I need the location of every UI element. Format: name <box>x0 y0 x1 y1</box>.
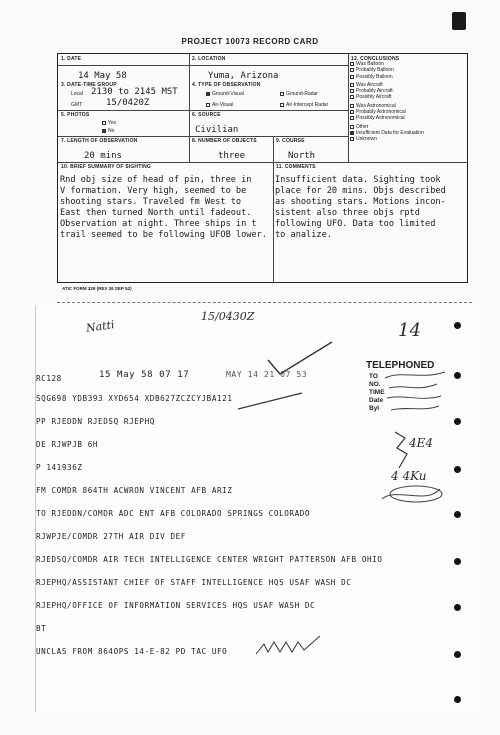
checkbox-icon <box>102 129 106 133</box>
grid-line <box>58 110 348 111</box>
grid-line <box>348 54 349 162</box>
checkbox-icon <box>350 125 354 129</box>
teletype-line: PP RJEDDN RJEDSQ RJEPHQ <box>36 417 155 426</box>
comments-label: 11. COMMENTS <box>276 164 316 170</box>
source-label: 6. SOURCE <box>192 112 221 118</box>
checkbox-icon <box>206 92 210 96</box>
teletype-line: RJWPJE/COMDR 27TH AIR DIV DEF <box>36 532 186 541</box>
tear-line <box>57 302 472 303</box>
teletype-line: RJEDSQ/COMDR AIR TECH INTELLIGENCE CENTER WRIGHT PATTERSON AFB OHIO <box>36 555 383 564</box>
punch-hole <box>454 511 461 518</box>
checkbox-icon <box>206 103 210 107</box>
photos-label: 5. PHOTOS <box>61 112 90 118</box>
teletype-line: TO RJEDDN/COMDR ADC ENT AFB COLORADO SPRINGS COLORADO <box>36 509 311 518</box>
source-value: Civilian <box>195 125 239 135</box>
conclusion-item: Possibly Balloon <box>350 74 468 80</box>
punch-hole <box>454 466 461 473</box>
conclusion-item: Was Astronomical <box>350 103 468 109</box>
date-label: 1. DATE <box>61 56 82 62</box>
margin-bracket-icon <box>391 428 434 473</box>
punch-hole <box>454 418 461 425</box>
conclusion-item: Unknown <box>350 136 468 142</box>
punch-hole <box>454 696 461 703</box>
local-value: 2130 to 2145 MST <box>91 87 178 97</box>
grid-line <box>58 65 348 66</box>
checkbox-icon <box>350 131 354 135</box>
check-mark-icon <box>266 340 336 380</box>
conclusions-list <box>350 61 468 143</box>
local-label: Local <box>71 91 83 97</box>
objects-value: three <box>218 151 246 161</box>
stamp-field-by: Byl <box>369 405 380 412</box>
stamp-scribble-icon <box>381 366 451 416</box>
handwritten-dtg: 15/0430Z <box>201 310 255 323</box>
punch-hole <box>454 372 461 379</box>
gmt-value: 15/0420Z <box>106 98 150 108</box>
obs-type-label: 4. TYPE OF OBSERVATION <box>192 82 261 88</box>
punch-hole <box>454 604 461 611</box>
telephoned-stamp-title: TELEPHONED <box>366 360 435 371</box>
punch-hole <box>454 651 461 658</box>
brief-summary-text: Rnd obj size of head of pin, three in V formation. Very high, seemed to be shooting stars. Traveled fm West to East then turned North until fadeout. Observation at night. Three ships in t trail seemed to be following UFOB lower. <box>60 175 267 240</box>
course-value: North <box>288 151 316 161</box>
date-value: 14 May 58 <box>78 71 127 81</box>
checkbox-icon <box>350 116 354 120</box>
stamp-field-date: Date <box>369 397 384 404</box>
length-label: 7. LENGTH OF OBSERVATION <box>61 138 138 144</box>
card-title: PROJECT 10073 RECORD CARD <box>181 37 319 46</box>
signature-scribble-icon <box>254 634 324 658</box>
handwritten-name: Natti <box>85 318 116 335</box>
length-value: 20 mins <box>84 151 122 161</box>
brief-label: 10. BRIEF SUMMARY OF SIGHTING <box>61 164 151 170</box>
obs-type-air-intercept-radar: Air-Intercept Radar <box>280 102 328 108</box>
checkbox-icon <box>350 68 354 72</box>
corner-mark <box>452 12 466 30</box>
photos-yes: Yes <box>102 120 116 126</box>
handwritten-page-number: 14 <box>398 320 421 341</box>
message-id: RC128 <box>36 374 62 383</box>
teletype-line: SQG698 YDB393 XYD654 XDB627ZCZCYJBA121 <box>36 394 233 403</box>
checkbox-icon <box>350 95 354 99</box>
checkbox-icon <box>350 137 354 141</box>
grid-line <box>189 136 190 162</box>
conclusion-item: Other <box>350 124 468 130</box>
form-footer: ATIC FORM 329 (REV 26 SEP 52) <box>62 286 132 291</box>
pen-stroke-icon <box>236 391 306 411</box>
margin-note: 4 4Ku <box>391 469 427 483</box>
comments-text: Insufficient data. Sighting took place for 20 mins. Objs described as shooting stars. Motions incon- sistent also three objs rptd following UFO. Data too limited to analize. <box>275 175 446 240</box>
received-stamp: MAY 14 21 07 53 <box>226 370 308 379</box>
grid-line <box>58 136 348 137</box>
punch-hole <box>454 322 461 329</box>
grid-line <box>58 162 468 163</box>
checkbox-icon <box>350 104 354 108</box>
teletype-line: RJEPHQ/ASSISTANT CHIEF OF STAFF INTELLIGENCE HQS USAF WASH DC <box>36 578 352 587</box>
teletype-line: RJEPHQ/OFFICE OF INFORMATION SERVICES HQS USAF WASH DC <box>36 601 316 610</box>
checkbox-icon <box>350 75 354 79</box>
obs-type-ground-visual: Ground-Visual <box>206 91 244 97</box>
conclusion-item: Was Balloon <box>350 61 468 67</box>
checkbox-icon <box>350 110 354 114</box>
stamp-field-time: TIME <box>369 389 385 396</box>
conclusion-item: Probably Balloon <box>350 67 468 73</box>
checkbox-icon <box>350 83 354 87</box>
location-value: Yuma, Arizona <box>208 71 279 81</box>
obs-type-ground-radar: Ground-Radar <box>280 91 318 97</box>
checkbox-icon <box>350 62 354 66</box>
record-card <box>57 53 468 283</box>
course-label: 9. COURSE <box>276 138 305 144</box>
teletype-line: P 141936Z <box>36 463 83 472</box>
obs-type-air-visual: Air-Visual <box>206 102 233 108</box>
margin-scribble-icon <box>376 481 446 506</box>
teletype-line: UNCLAS FROM 864OPS 14-E-82 PD TAC UFO <box>36 647 228 656</box>
location-label: 2. LOCATION <box>192 56 226 62</box>
checkbox-icon <box>280 103 284 107</box>
objects-label: 8. NUMBER OF OBJECTS <box>192 138 257 144</box>
conclusion-item: Insufficient Data for Evaluation <box>350 130 468 136</box>
conclusion-item: Was Aircraft <box>350 82 468 88</box>
teletype-line: BT <box>36 624 47 633</box>
margin-note: 4E4 <box>409 436 434 450</box>
conclusions-label: 12. CONCLUSIONS <box>351 56 400 62</box>
photos-no: No <box>102 128 114 134</box>
teletype-message <box>35 306 477 712</box>
dtg-label: 3. DATE-TIME GROUP <box>61 82 117 88</box>
gmt-label: GMT <box>71 102 83 108</box>
grid-line <box>273 136 274 283</box>
checkbox-icon <box>350 89 354 93</box>
conclusion-item: Possibly Aircraft <box>350 94 468 100</box>
stamp-field-no: NO. <box>369 381 381 388</box>
teletype-line: DE RJWPJB 6H <box>36 440 99 449</box>
conclusion-item: Probably Aircraft <box>350 88 468 94</box>
received-date: 15 May 58 07 17 <box>99 370 190 380</box>
stamp-field-to: TO <box>369 373 378 380</box>
conclusion-item: Probably Astronomical <box>350 109 468 115</box>
teletype-line: FM COMDR 864TH ACWRON VINCENT AFB ARIZ <box>36 486 233 495</box>
conclusion-item: Possibly Astronomical <box>350 115 468 121</box>
punch-hole <box>454 558 461 565</box>
checkbox-icon <box>102 121 106 125</box>
checkbox-icon <box>280 92 284 96</box>
